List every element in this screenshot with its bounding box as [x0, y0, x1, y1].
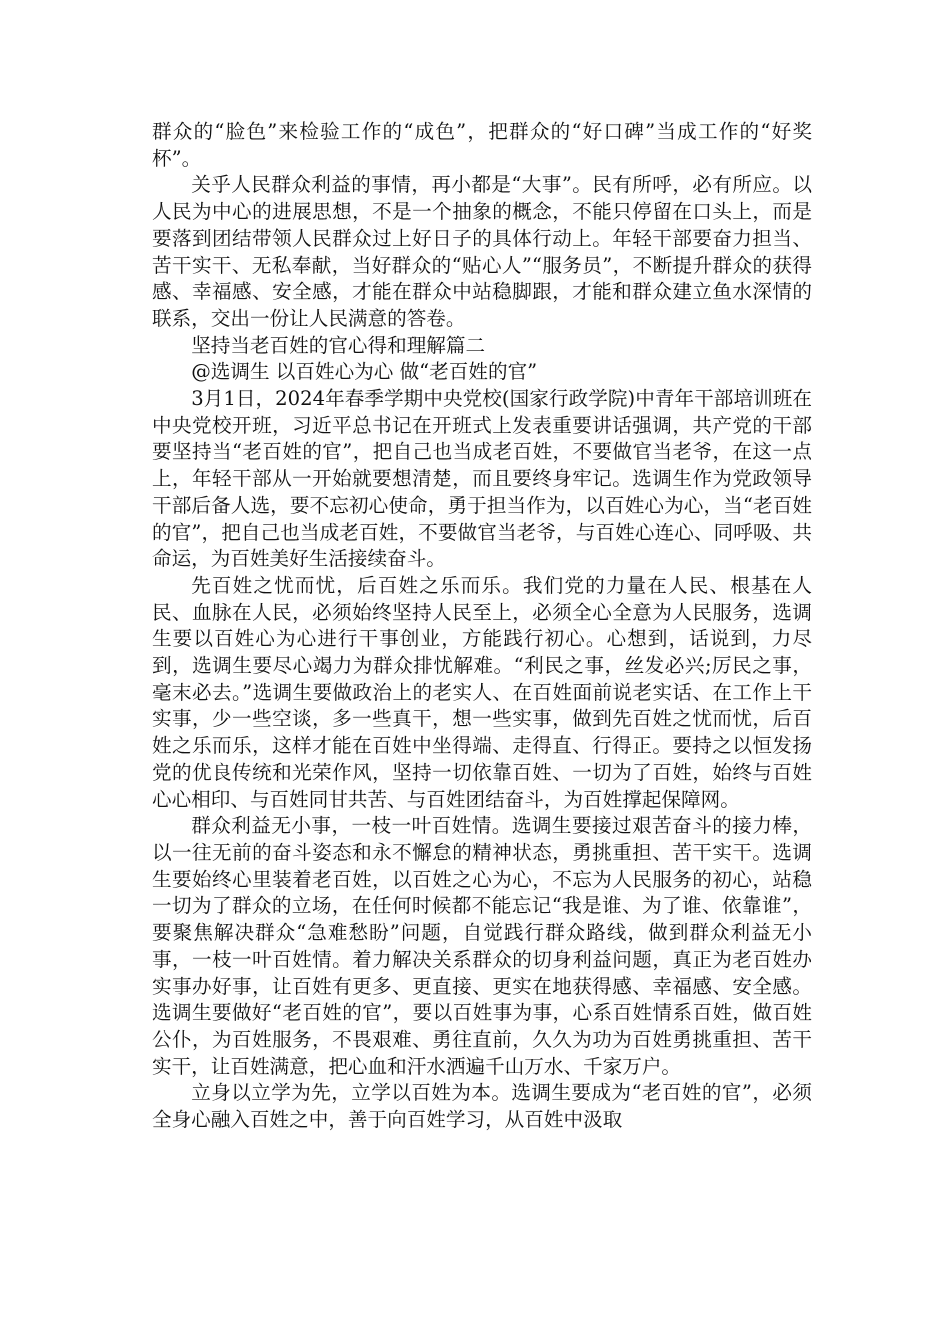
document-body: [152, 119, 812, 1134]
paragraph: 先百姓之忧而忧，后百姓之乐而乐。我们党的力量在人民、根基在人民、血脉在人民，必须始终坚持人民至上，必须全心全意为人民服务，选调生要以百姓心为心进行干事创业，方能践行初心。心想到，话说到，力尽到，选调生要尽心竭力为群众排忧解难。“利民之事，丝发必兴;厉民之事，毫末必去。”选调生要做政治上的老实人、在百姓面前说老实话、在工作上干实事，少一些空谈，多一些真干，想一些实事，做到先百姓之忧而忧，后百姓之乐而乐，这样才能在百姓中坐得端、走得直、行得正。要持之以恒发扬党的优良传统和光荣作风，坚持一切依靠百姓、一切为了百姓，始终与百姓心心相印、与百姓同甘共苦、与百姓团结奋斗，为百姓撑起保障网。: [152, 573, 812, 811]
article-title: @选调生 以百姓心为心 做“老百姓的官”: [191, 360, 538, 384]
section-heading: 坚持当老百姓的官心得和理解篇二: [191, 333, 486, 357]
paragraph: 3月1日，2024年春季学期中央党校(国家行政学院)中青年干部培训班在中央党校开班，习近平总书记在开班式上发表重要讲话强调，共产党的干部要坚持当“老百姓的官”，把自己也当成老百姓，不要做官当老爷，在这一点上，年轻干部从一开始就要想清楚，而且要终身牢记。选调生作为党政领导干部后备人选，要不忘初心使命，勇于担当作为，以百姓心为心，当“老百姓的官”，把自己也当成老百姓，不要做官当老爷，与百姓心连心、同呼吸、共命运，为百姓美好生活接续奋斗。: [152, 387, 812, 571]
paragraph: 群众的“脸色”来检验工作的“成色”，把群众的“好口碑”当成工作的“好奖杯”。: [152, 120, 812, 170]
paragraph: 群众利益无小事，一枝一叶百姓情。选调生要接过艰苦奋斗的接力棒，以一往无前的奋斗姿态和永不懈怠的精神状态，勇挑重担、苦干实干。选调生要始终心里装着老百姓，以百姓之心为心，不忘为人民服务的初心，站稳一切为了群众的立场，在任何时候都不能忘记“我是谁、为了谁、依靠谁”，要聚焦解决群众“急难愁盼”问题，自觉践行群众路线，做到群众利益无小事，一枝一叶百姓情。着力解决关系群众的切身利益问题，真正为老百姓办实事办好事，让百姓有更多、更直接、更实在地获得感、幸福感、安全感。选调生要做好“老百姓的官”，要以百姓事为事，心系百姓情系百姓，做百姓公仆，为百姓服务，不畏艰难、勇往直前，久久为功为百姓勇挑重担、苦干实干，让百姓满意，把心血和汗水洒遍千山万水、千家万户。: [152, 814, 812, 1078]
paragraph: 关乎人民群众利益的事情，再小都是“大事”。民有所呼，必有所应。以人民为中心的进展思想，不是一个抽象的概念，不能只停留在口头上，而是要落到团结带领人民群众过上好日子的具体行动上。年轻干部要奋力担当、苦干实干、无私奉献，当好群众的“贴心人”“服务员”，不断提升群众的获得感、幸福感、安全感，才能在群众中站稳脚跟，才能和群众建立鱼水深情的联系，交出一份让人民满意的答卷。: [152, 173, 812, 330]
paragraph: 立身以立学为先，立学以百姓为本。选调生要成为“老百姓的官”，必须全身心融入百姓之中，善于向百姓学习，从百姓中汲取: [152, 1081, 812, 1132]
